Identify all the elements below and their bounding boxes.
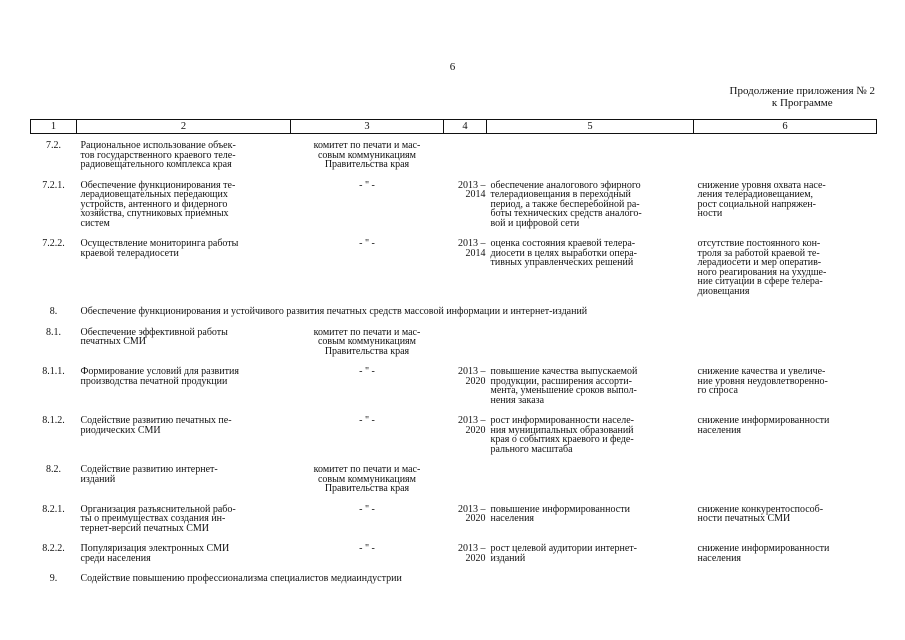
header-cell: 4 — [444, 120, 487, 134]
table-row — [31, 232, 877, 300]
item-consequence: снижение конкурентоспособ- ности печатных СМИ — [697, 503, 824, 524]
item-executor: - " - — [359, 179, 375, 191]
section-title: Обеспечение функционирования и устойчивого развития печатных средств массовой информации и интернет-изданий — [80, 306, 588, 317]
item-name: Популяризация электронных СМИ среди населения — [80, 543, 230, 564]
continuation-line-2: к Программе — [771, 97, 833, 109]
item-result: обеспечение аналогового эфирного телерадиовещания в переходный период, а также бесперебойной ра- боты технических средств аналого- вой и цифровой сети — [490, 179, 642, 229]
header-cell: 5 — [487, 120, 694, 134]
item-number: 8.2.2. — [42, 543, 65, 554]
item-consequence — [694, 321, 877, 361]
item-years: 2013 – 2020 — [458, 415, 486, 436]
header-row — [31, 120, 877, 134]
item-executor: - " - — [359, 415, 375, 426]
table-row — [31, 498, 877, 538]
item-executor: - " - — [359, 366, 375, 377]
item-result — [487, 134, 694, 174]
item-number: 7.2.1. — [42, 179, 65, 191]
item-result: рост целевой аудитории интернет- изданий — [490, 543, 637, 564]
program-table — [30, 119, 877, 588]
item-years — [444, 458, 487, 498]
table-row — [31, 300, 877, 321]
table-row — [31, 458, 877, 498]
item-number: 8. — [49, 306, 58, 317]
item-years: 2013 – 2014 — [458, 179, 486, 200]
table-row — [31, 134, 877, 174]
item-number: 7.2.2. — [42, 238, 65, 249]
item-name: Организация разъяснительной рабо- ты о преимуществах создания ин- тернет-версий печатных СМИ — [80, 503, 236, 534]
item-years — [444, 134, 487, 174]
item-result: оценка состояния краевой телера- диосети в целях выработки опера- тивных управленческих решений — [490, 238, 637, 268]
item-number: 8.2.1. — [42, 503, 65, 515]
item-result: повышение информированности населения — [490, 503, 630, 524]
item-executor: комитет по печати и мас- совым коммуникациям Правительства края — [313, 326, 421, 357]
item-executor: комитет по печати и мас- совым коммуникациям Правительства края — [313, 464, 421, 494]
item-years: 2013 – 2020 — [458, 503, 486, 524]
item-consequence: снижение информированности населения — [697, 543, 830, 564]
table-row — [31, 321, 877, 361]
item-name: Осуществление мониторинга работы краевой телерадиосети — [80, 238, 239, 259]
item-number: 8.1. — [46, 326, 61, 338]
header-cell: 1 — [31, 120, 77, 134]
item-consequence — [694, 134, 877, 174]
item-result — [487, 458, 694, 498]
item-result — [487, 321, 694, 361]
continuation-line-1: Продолжение приложения № 2 — [729, 85, 875, 97]
item-name: Содействие развитию интернет- изданий — [80, 464, 218, 485]
table-row — [31, 174, 877, 233]
item-years: 2013 – 2014 — [458, 238, 486, 259]
item-executor: - " - — [359, 238, 375, 249]
item-result: рост информированности населе- ния муниципальных образований края о событиях краевого и феде- рального масштаба — [490, 415, 634, 455]
table-row — [31, 409, 877, 458]
item-consequence: отсутствие постоянного кон- троля за работой краевой те- лерадиосети и мер оператив- ного реагирования на ухудше- ние ситуации в сфере телера- диовещания — [697, 238, 827, 297]
item-name: Обеспечение эффективной работы печатных СМИ — [80, 326, 228, 347]
item-consequence: снижение уровня охвата насе- ления телерадиовещанием, рост социальной напряжен- ности — [697, 179, 826, 219]
item-consequence — [694, 458, 877, 498]
item-name: Рациональное использование объек- тов государственного краевого теле- радиовещательного комплекса края — [80, 140, 236, 170]
item-executor: - " - — [359, 503, 375, 515]
continuation-note — [730, 85, 875, 109]
table-row — [31, 567, 877, 588]
item-name: Формирование условий для развития производства печатной продукции — [80, 366, 239, 387]
item-executor: комитет по печати и мас- совым коммуникациям Правительства края — [313, 140, 421, 170]
item-number: 8.2. — [46, 464, 61, 475]
item-number: 8.1.1. — [42, 366, 65, 377]
table-row — [31, 360, 877, 409]
item-years — [444, 321, 487, 361]
item-name: Содействие развитию печатных пе- риодических СМИ — [80, 415, 232, 436]
item-consequence: снижение информированности населения — [697, 415, 830, 436]
page-number: 6 — [449, 61, 456, 73]
item-consequence: снижение качества и увеличе- ние уровня неудовлетворенно- го спроса — [697, 366, 828, 396]
table-row — [31, 537, 877, 567]
header-cell: 6 — [694, 120, 877, 134]
item-number: 7.2. — [46, 140, 61, 151]
item-number: 9. — [49, 573, 58, 584]
item-result: повышение качества выпускаемой продукции, расширения ассорти- мента, уменьшение сроков выпол- нения заказа — [490, 366, 638, 406]
header-cell: 3 — [291, 120, 444, 134]
header-cell: 2 — [77, 120, 291, 134]
item-number: 8.1.2. — [42, 415, 65, 426]
item-years: 2013 – 2020 — [458, 543, 486, 564]
item-name: Обеспечение функционирования те- лерадиовещательных передающих устройств, антенного и фидерного хозяйства, спутниковых приемных систем — [80, 179, 236, 229]
item-years: 2013 – 2020 — [458, 366, 486, 387]
section-title: Содействие повышению профессионализма специалистов медиаиндустрии — [80, 573, 402, 584]
item-executor: - " - — [359, 543, 375, 554]
